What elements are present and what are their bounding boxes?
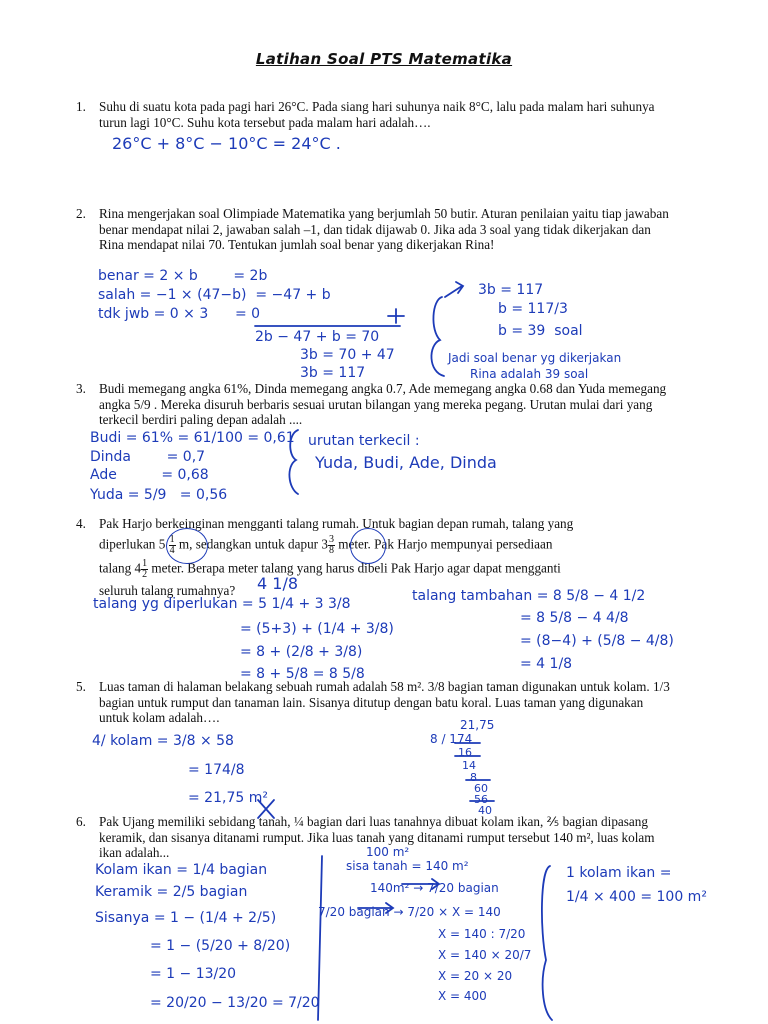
long-division-step: 60 (474, 782, 488, 795)
handwritten-work-4-left3: = 8 + (2/8 + 3/8) (240, 644, 363, 660)
handwritten-work-2-right4: Jadi soal benar yg dikerjakan (448, 351, 622, 365)
handwritten-work-2-right3: b = 39 soal (498, 323, 583, 339)
handwritten-work-6-mid6: X = 20 × 20 (438, 969, 513, 983)
handwritten-work-6-mid3: 7/20 bagian → 7/20 × X = 140 (318, 905, 501, 919)
handwritten-work-3-line4: Yuda = 5/9 = 0,56 (90, 487, 228, 503)
handwritten-work-6-left6: = 20/20 − 13/20 = 7/20 (150, 995, 320, 1011)
question-text-line2c: meter. Pak Harjo mempunyai persediaan (338, 536, 553, 552)
long-division-quotient: 21,75 (460, 718, 495, 732)
handwritten-work-4-left2: = (5+3) + (1/4 + 3/8) (240, 621, 394, 637)
handwritten-work-4-right1: talang tambahan = 8 5/8 − 4 1/2 (412, 588, 646, 604)
stock-whole: 4 (134, 560, 142, 576)
fraction-kitchen: $\frac{3}{8}$ (328, 533, 334, 556)
handwritten-work-2-line1: benar = 2 × b = 2b (98, 268, 268, 284)
handwritten-work-4-left1: talang yg diperlukan = 5 1/4 + 3 3/8 (93, 596, 351, 612)
handwritten-work-6-mid5: X = 140 × 20/7 (438, 948, 532, 962)
handwritten-work-6-left5: = 1 − 13/20 (150, 966, 237, 982)
kitchen-whole: 3 (321, 536, 328, 552)
handwritten-work-5-line3: = 21,75 m² (188, 790, 268, 806)
handwritten-answer-1: 26°C + 8°C − 10°C = 24°C . (112, 134, 341, 153)
question-number: 1. (76, 99, 86, 114)
question-number: 2. (76, 206, 86, 221)
question-text-line1: Pak Harjo berkeinginan mengganti talang rumah. Untuk bagian depan rumah, talang yang (99, 516, 574, 531)
fraction-front: $\frac{1}{4}$ (169, 533, 175, 556)
long-division-step: 8 (470, 771, 477, 784)
handwritten-work-3-right1: urutan terkecil : (308, 433, 420, 449)
handwritten-work-2-line2: salah = −1 × (47−b) = −47 + b (98, 287, 331, 303)
handwritten-work-4-right3: = (8−4) + (5/8 − 4/8) (520, 633, 674, 649)
handwritten-work-2-right1: 3b = 117 (478, 282, 544, 298)
question-text: Rina mengerjakan soal Olimpiade Matematika yang berjumlah 50 butir. Aturan penilaian yaitu tiap jawaban benar mendapat nilai 2, jawaban salah –1, dan tidak dijawab 0. Jika ada 3 soal yang tidak dikerjakan dan Rina mendapat nilai 70. Tentukan jumlah soal benar yang dikerjakan Rina! (99, 206, 669, 252)
handwritten-work-5-line1: 4/ kolam = 3/8 × 58 (92, 733, 234, 749)
handwritten-work-3-line3: Ade = 0,68 (90, 467, 209, 483)
handwritten-work-3-right2: Yuda, Budi, Ade, Dinda (315, 453, 497, 472)
question-text: Pak Ujang memiliki sebidang tanah, ¼ bagian dari luas tanahnya dibuat kolam ikan, ⅖ bagian dipasang keramik, dan sisanya ditanami rumput. Jika luas tanah yang ditanami rumput tersebut 140 m², luas kolam ikan adalah... (99, 814, 655, 860)
long-division-step: 40 (478, 804, 492, 817)
handwritten-work-2-right5: Rina adalah 39 soal (470, 367, 589, 381)
long-division-step: 56 (474, 793, 488, 806)
long-division-step: 16 (458, 746, 472, 759)
handwritten-work-6-left2: Keramik = 2/5 bagian (95, 884, 248, 900)
question-text-line3a: talang (99, 560, 132, 576)
handwritten-work-4-right2: = 8 5/8 − 4 4/8 (520, 610, 629, 626)
handwritten-work-6-right2: 1/4 × 400 = 100 m² (566, 889, 707, 905)
handwritten-work-6-mid7: X = 400 (438, 989, 487, 1003)
question-number: 4. (76, 516, 86, 531)
question-number: 5. (76, 679, 86, 694)
question-number: 6. (76, 814, 86, 829)
question-text: Luas taman di halaman belakang sebuah rumah adalah 58 m². 3/8 bagian taman digunakan untuk kolam. 1/3 bagian untuk rumput dan tanaman lain. Sisanya ditutup dengan batu koral. Luas taman yang digunakan untuk kolam adalah…. (99, 679, 670, 725)
handwritten-work-2-line4: 2b − 47 + b = 70 (255, 329, 380, 345)
question-text-line3b: meter. Berapa meter talang yang harus dibeli Pak Harjo agar dapat mengganti (151, 560, 561, 576)
handwritten-work-5-line2: = 174/8 (188, 762, 245, 778)
handwritten-work-6-mid4: X = 140 : 7/20 (438, 927, 526, 941)
handwritten-work-4-left4: = 8 + 5/8 = 8 5/8 (240, 666, 365, 682)
handwritten-work-6-mid1: sisa tanah = 140 m² (346, 859, 469, 873)
page-title: Latihan Soal PTS Matematika (255, 50, 513, 68)
handwritten-work-3-line1: Budi = 61% = 61/100 = 0,61 (90, 430, 295, 446)
long-division-step: 14 (462, 759, 476, 772)
fraction-stock: $\frac{1}{2}$ (142, 557, 148, 580)
long-division-dividend: 8 / 174 (430, 732, 473, 746)
handwritten-answer-6-label: 100 m² (366, 845, 410, 859)
question-text: Budi memegang angka 61%, Dinda memegang angka 0.7, Ade memegang angka 0.68 dan Yuda memegang angka 5/9 . Mereka disuruh berbaris sesuai urutan bilangan yang mereka pegang. Urutan mulai dari yang terkecil berdiri paling depan adalah .... (99, 381, 667, 427)
handwritten-work-2-line3: tdk jwb = 0 × 3 = 0 (98, 306, 261, 322)
question-text-line4: seluruh talang rumahnya? (99, 582, 236, 598)
handwritten-work-2-line6: 3b = 117 (300, 365, 366, 381)
handwritten-work-6-left1: Kolam ikan = 1/4 bagian (95, 862, 268, 878)
question-number: 3. (76, 381, 86, 396)
handwritten-work-4-right4: = 4 1/8 (520, 656, 573, 672)
handwritten-work-6-left4: = 1 − (5/20 + 8/20) (150, 938, 291, 954)
handwritten-work-3-line2: Dinda = 0,7 (90, 449, 206, 465)
handwritten-work-2-right2: b = 117/3 (498, 301, 568, 317)
handwritten-work-2-line5: 3b = 70 + 47 (300, 347, 395, 363)
question-text-line2a: diperlukan 5 (99, 536, 166, 552)
question-text: Suhu di suatu kota pada pagi hari 26°C. Pada siang hari suhunya naik 8°C, lalu pada malam hari suhunya turun lagi 10°C. Suhu kota tersebut pada malam hari adalah…. (99, 99, 655, 130)
handwritten-work-6-mid2: 140m² → 7/20 bagian (370, 881, 499, 895)
handwritten-answer-4: 4 1/8 (257, 574, 299, 593)
question-text-line2b: m, sedangkan untuk dapur (178, 536, 319, 552)
handwritten-work-6-right1: 1 kolam ikan = (566, 865, 672, 881)
handwritten-work-6-left3: Sisanya = 1 − (1/4 + 2/5) (95, 910, 277, 926)
